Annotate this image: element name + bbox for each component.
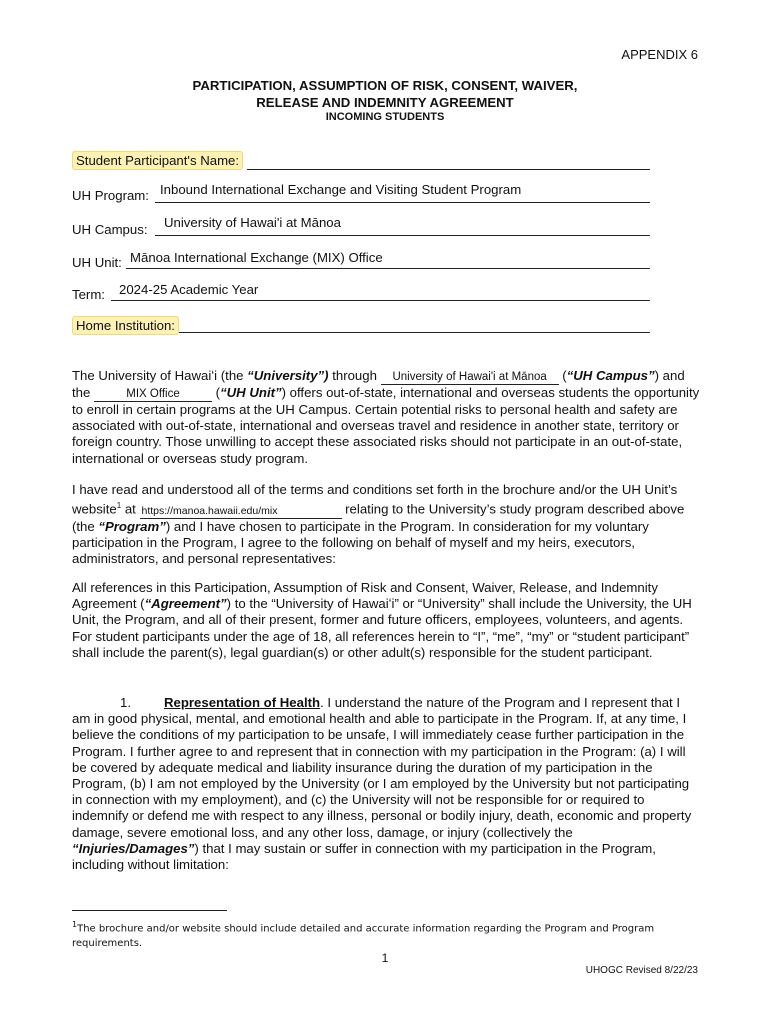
references-paragraph bbox=[72, 580, 700, 661]
section-number: 1. bbox=[120, 695, 131, 710]
section-heading: Representation of Health bbox=[164, 695, 321, 710]
participant-name-label: Student Participant's Name: bbox=[72, 151, 243, 170]
revision-note: UHOGC Revised 8/22/23 bbox=[585, 965, 698, 976]
uh-program-line bbox=[155, 202, 650, 203]
campus-inline-field[interactable]: University of Hawai'i at Mānoa bbox=[381, 371, 559, 385]
uh-unit-label: UH Unit: bbox=[72, 255, 122, 270]
term-label: Term: bbox=[72, 287, 105, 302]
document-subtitle: INCOMING STUDENTS bbox=[325, 111, 445, 123]
text-run: ) and I have chosen to participate in the Program. In consideration for my voluntary participation in the Program, I agree to the following on behalf of myself and my heirs, executors, administrators, and personal representatives: bbox=[72, 518, 649, 566]
text-run: ) to the “University of Hawaiʻi” or “University” shall include the University, the UH Unit, the Program, and all of their present, former and future officers, employees, volunteers, and agents. For student participants under the age of 18, all references herein to “I”, “me”, “my” or “student participant” shall include the parent(s), legal guardian(s) or other adult(s) responsible for the student participant. bbox=[72, 596, 692, 660]
uh-program-value[interactable]: Inbound International Exchange and Visiting Student Program bbox=[160, 182, 522, 197]
text-run: All references in this Participation, Assumption of Risk and Consent, Waiver, Release, and Indemnity Agreement ( bbox=[72, 580, 658, 612]
uh-campus-line bbox=[155, 235, 650, 236]
text-run: ( bbox=[212, 385, 221, 400]
appendix-label: APPENDIX 6 bbox=[621, 47, 698, 62]
text-run: ( bbox=[558, 368, 567, 383]
university-term: “University”) bbox=[247, 368, 329, 383]
text-run: through bbox=[328, 368, 381, 383]
page-number: 1 bbox=[381, 951, 389, 965]
uh-unit-term: “UH Unit” bbox=[220, 385, 282, 400]
text-run: ) that I may sustain or suffer in connection with my participation in the Program, including without limitation: bbox=[72, 840, 656, 873]
uh-campus-value[interactable]: University of Hawai'i at Mānoa bbox=[164, 215, 341, 230]
uh-program-label: UH Program: bbox=[72, 188, 149, 203]
participant-name-field bbox=[72, 153, 243, 168]
home-institution-line[interactable] bbox=[179, 332, 650, 333]
unit-inline-field[interactable]: MIX Office bbox=[94, 388, 212, 402]
website-inline-field[interactable]: https://manoa.hawaii.edu/mix bbox=[140, 505, 342, 519]
uh-unit-value[interactable]: Mānoa International Exchange (MIX) Office bbox=[130, 250, 383, 265]
home-institution-label: Home Institution: bbox=[72, 316, 179, 335]
uh-campus-label: UH Campus: bbox=[72, 222, 148, 237]
uh-campus-term: “UH Campus” bbox=[566, 368, 655, 383]
footnote-text: The brochure and/or website should include detailed and accurate information regarding the Program and Program requirements. bbox=[72, 923, 655, 950]
footnote bbox=[72, 917, 692, 951]
footnote-number: 1 bbox=[72, 920, 78, 929]
term-value[interactable]: 2024-25 Academic Year bbox=[119, 282, 259, 297]
acknowledgement-paragraph bbox=[72, 482, 700, 567]
representation-of-health-paragraph bbox=[72, 695, 700, 873]
agreement-term: “Agreement” bbox=[144, 596, 227, 612]
home-institution-field bbox=[72, 318, 179, 333]
injuries-term: “Injuries/Damages” bbox=[72, 840, 195, 856]
program-term: “Program” bbox=[98, 518, 166, 534]
document-title-line-2: RELEASE AND INDEMNITY AGREEMENT bbox=[256, 95, 514, 110]
text-run: . I understand the nature of the Program and I represent that I am in good physical, mental, and emotional health and able to participate in the Program. If, at any time, I believe the conditions of my participation to be unsafe, I will immediately cease further participation in the Program. I further agree to and represent that in connection with my participation in the Program: (a) I will be covered by adequate medical and liability insurance during the duration of my participation in the Program, (b) I am not employed by the University (or I am employed by the University but not participating in connection with my employment), and (c) the University will not be responsible for or required to indemnify or defend me with respect to any illness, personal or bodily injury, death, economic and property damage, severe emotional loss, and any other loss, damage, or injury (collectively the bbox=[72, 695, 692, 840]
term-line bbox=[111, 300, 650, 301]
text-run: at bbox=[121, 501, 140, 517]
text-run: I have read and understood all of the terms and conditions set forth in the brochure and/or the UH Unit’s website bbox=[72, 482, 678, 517]
text-run: ) offers out-of-state, international and overseas students the opportunity to enroll in certain programs at the UH Campus. Certain potential risks to personal health and safety are associated with out-of-state, international and overseas travel and residence in another state, territory or foreign country. Those unwilling to accept these associated risks should not participate in an out-of-state, international or overseas study program. bbox=[72, 385, 700, 466]
text-run: ) and the bbox=[72, 368, 685, 400]
text-run: The University of Hawaiʻi (the bbox=[72, 368, 248, 383]
document-title-line-1: PARTICIPATION, ASSUMPTION OF RISK, CONSENT, WAIVER, bbox=[192, 78, 578, 93]
footnote-separator bbox=[72, 910, 227, 911]
intro-paragraph bbox=[72, 368, 700, 467]
footnote-ref: 1 bbox=[116, 501, 122, 511]
text-run: relating to the University’s study program described above (the bbox=[72, 501, 685, 534]
uh-unit-line bbox=[126, 268, 650, 269]
participant-name-line[interactable] bbox=[247, 169, 650, 170]
